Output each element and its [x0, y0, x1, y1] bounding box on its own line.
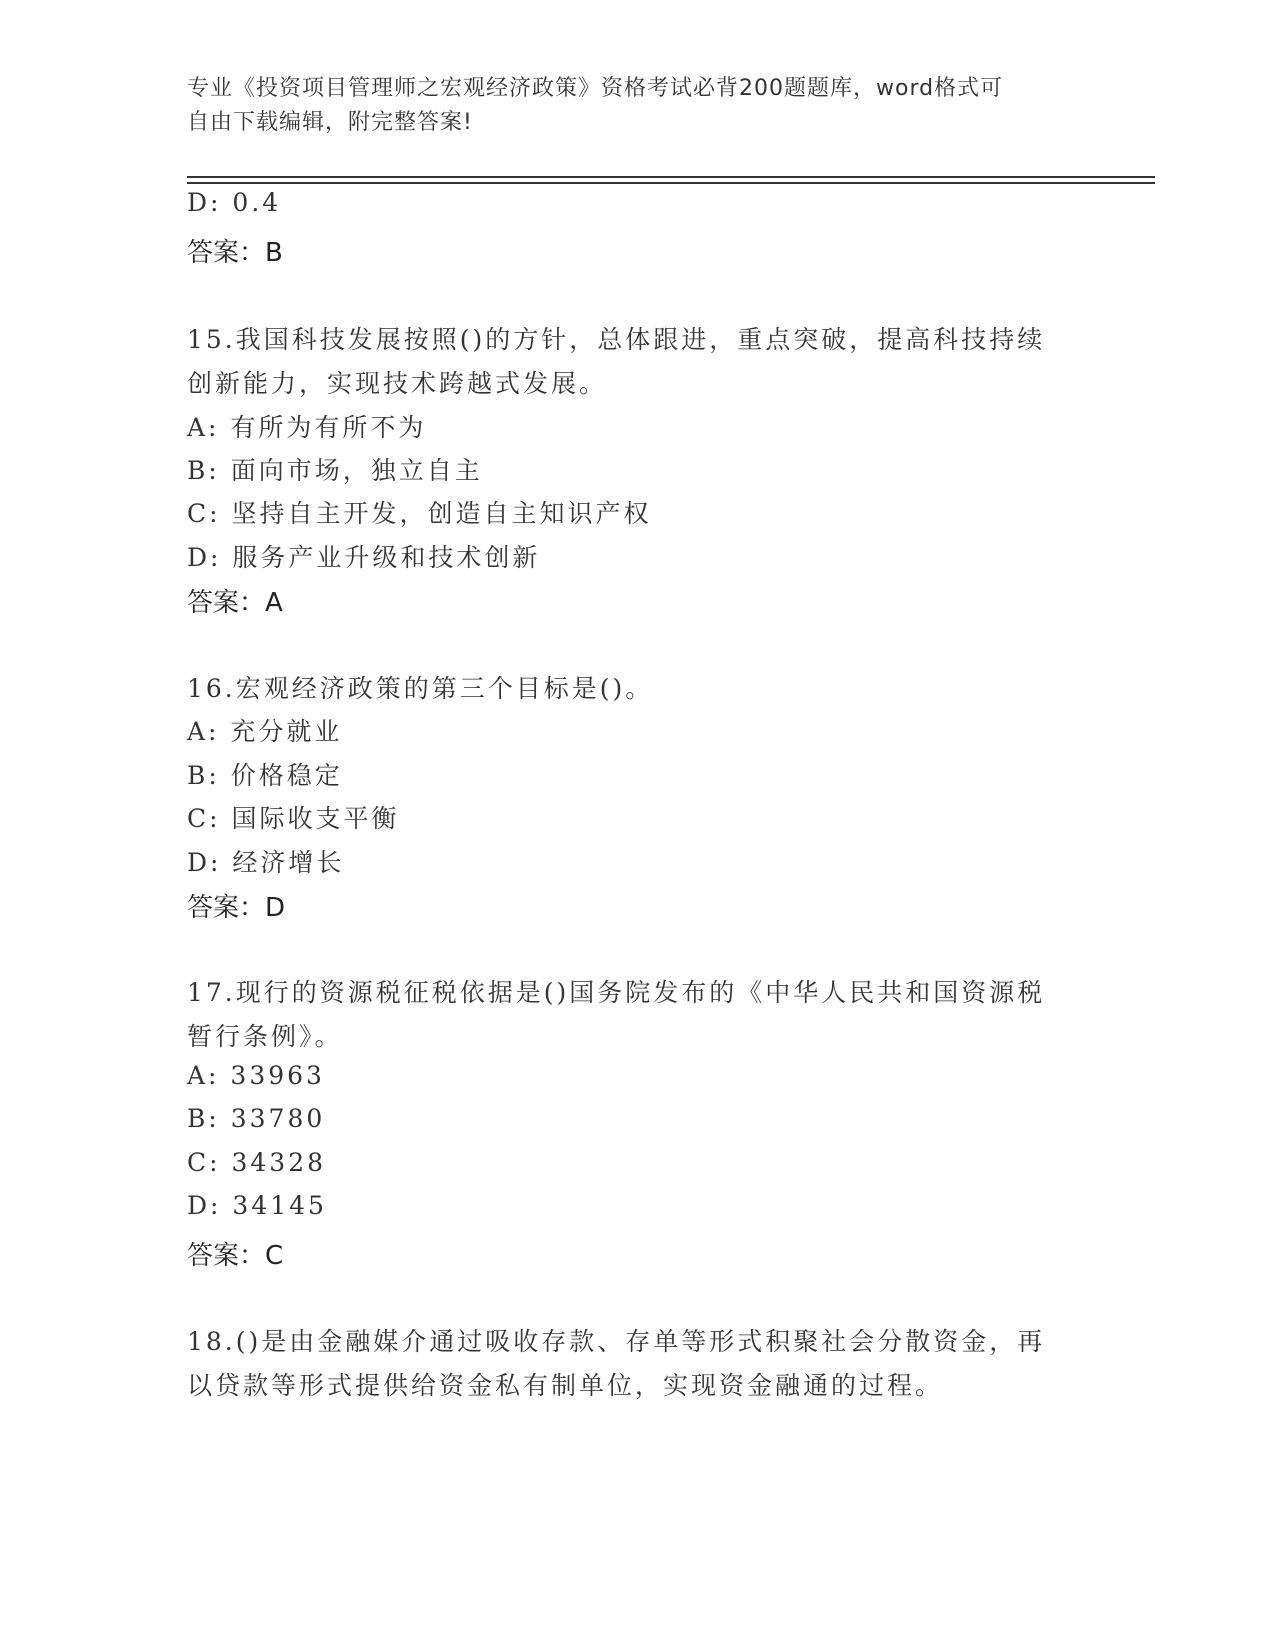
q17-text-line-2: 暂行条例》。: [187, 1022, 343, 1051]
q15-option-a: A: 有所为有所不为: [187, 413, 427, 442]
document-header: [187, 72, 1067, 140]
q15-text-line-2: 创新能力，实现技术跨越式发展。: [187, 369, 608, 398]
prev-answer: 答案：B: [187, 238, 283, 268]
q16-answer: 答案：D: [187, 893, 286, 923]
q18-text-line-2: 以贷款等形式提供给资金私有制单位，实现资金融通的过程。: [187, 1371, 944, 1400]
header-title-line-2: 自由下载编辑，附完整答案!: [187, 110, 473, 135]
q17-text-line-1: 17.现行的资源税征税依据是()国务院发布的《中华人民共和国资源税: [187, 978, 1046, 1007]
header-divider-bottom: [187, 182, 1155, 184]
header-divider-top: [187, 176, 1155, 178]
q16-option-b: B: 价格稳定: [187, 761, 343, 790]
q17-option-b: B: 33780: [187, 1104, 326, 1133]
q15-option-c: C: 坚持自主开发，创造自主知识产权: [187, 499, 652, 528]
q17-option-d: D: 34145: [187, 1191, 327, 1220]
q16-option-c: C: 国际收支平衡: [187, 804, 400, 833]
q15-text-line-1: 15.我国科技发展按照()的方针，总体跟进，重点突破，提高科技持续: [187, 325, 1046, 354]
header-title-line-1: 专业《投资项目管理师之宏观经济政策》资格考试必背200题题库，word格式可: [187, 76, 1004, 101]
q17-option-a: A: 33963: [187, 1061, 325, 1090]
q15-answer: 答案：A: [187, 588, 283, 618]
q17-option-c: C: 34328: [187, 1148, 327, 1177]
q16-text-line-1: 16.宏观经济政策的第三个目标是()。: [187, 674, 654, 703]
q17-answer: 答案：C: [187, 1241, 284, 1271]
q16-option-d: D: 经济增长: [187, 848, 345, 877]
q15-option-d: D: 服务产业升级和技术创新: [187, 543, 541, 572]
prev-option-d: D: 0.4: [187, 188, 282, 217]
q18-text-line-1: 18.()是由金融媒介通过吸收存款、存单等形式积聚社会分散资金，再: [187, 1327, 1046, 1356]
q16-option-a: A: 充分就业: [187, 717, 343, 746]
q15-option-b: B: 面向市场，独立自主: [187, 456, 483, 485]
